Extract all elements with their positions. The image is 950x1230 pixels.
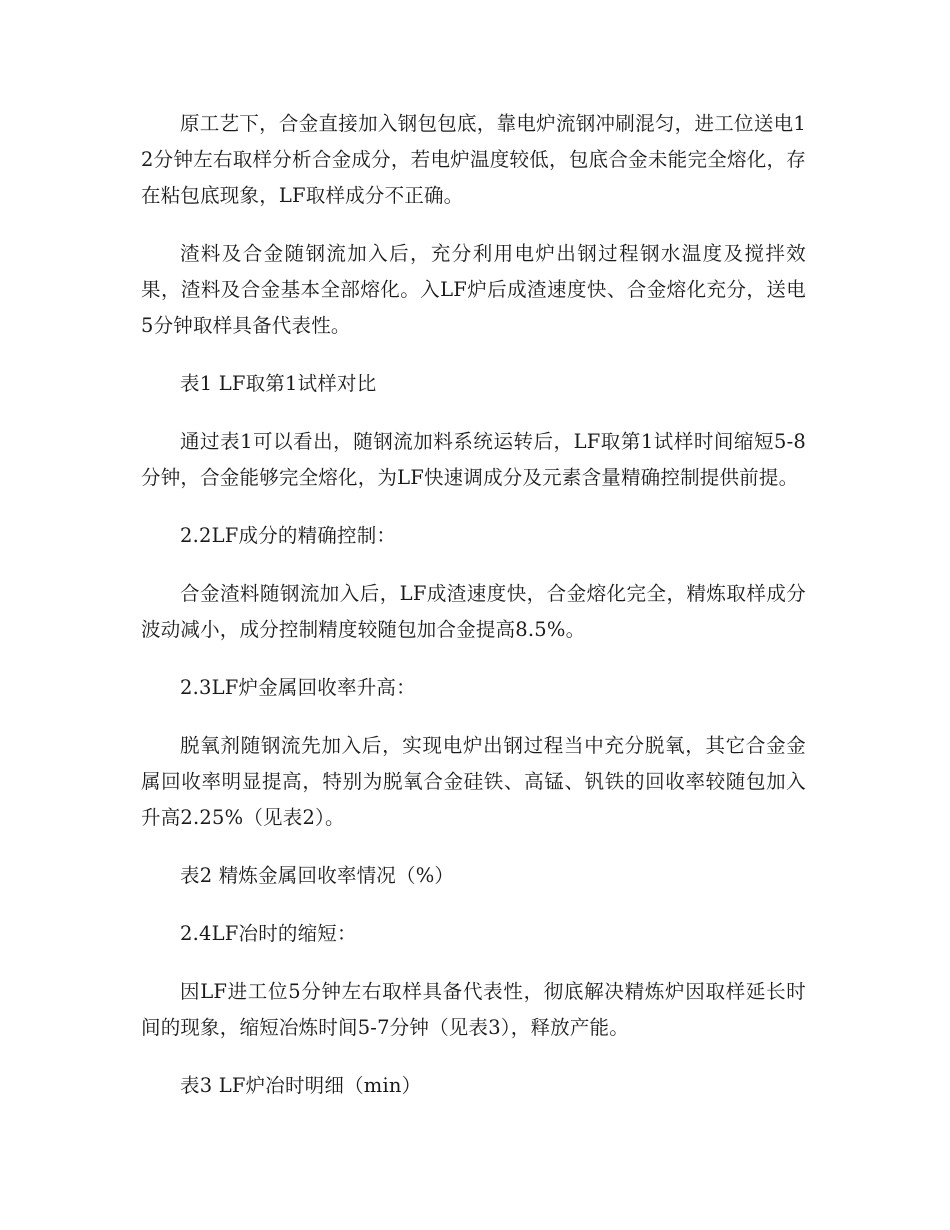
table-1-caption: 表1 LF取第1试样对比 (180, 372, 377, 395)
paragraph-slag-alloy-addition: 渣料及合金随钢流加入后，充分利用电炉出钢过程钢水温度及搅拌效果，渣料及合金基本全部熔化。入LF炉后成渣速度快、合金熔化充分，送电5分钟取样具备代表性。 (141, 242, 806, 337)
paragraph-original-process: 原工艺下，合金直接加入钢包包底，靠电炉流钢冲刷混匀，进工位送电12分钟左右取样分析合金成分，若电炉温度较低，包底合金未能完全熔化，存在粘包底现象，LF取样成分不正确。 (141, 112, 806, 207)
section-heading-2-3: 2.3LF炉金属回收率升高： (180, 676, 416, 699)
table-3-caption: 表3 LF炉冶时明细（min） (180, 1074, 422, 1097)
document-body (141, 106, 806, 1126)
section-heading-2-2: 2.2LF成分的精确控制： (180, 524, 397, 547)
paragraph-composition-control: 合金渣料随钢流加入后，LF成渣速度快，合金熔化完全，精炼取样成分波动减小，成分控制精度较随包加合金提高8.5%。 (141, 582, 806, 641)
paragraph-recovery-rate: 脱氧剂随钢流先加入后，实现电炉出钢过程当中充分脱氧，其它合金金属回收率明显提高，特别为脱氧合金硅铁、高锰、钒铁的回收率较随包加入升高2.25%（见表2）。 (141, 734, 806, 829)
table-2-caption: 表2 精炼金属回收率情况（%） (180, 864, 455, 887)
paragraph-table-1-analysis: 通过表1可以看出，随钢流加料系统运转后，LF取第1试样时间缩短5-8分钟，合金能够完全熔化，为LF快速调成分及元素含量精确控制提供前提。 (141, 430, 806, 489)
section-heading-2-4: 2.4LF冶时的缩短： (180, 922, 357, 945)
paragraph-smelting-time: 因LF进工位5分钟左右取样具备代表性，彻底解决精炼炉因取样延长时间的现象，缩短冶炼时间5-7分钟（见表3），释放产能。 (141, 980, 806, 1039)
